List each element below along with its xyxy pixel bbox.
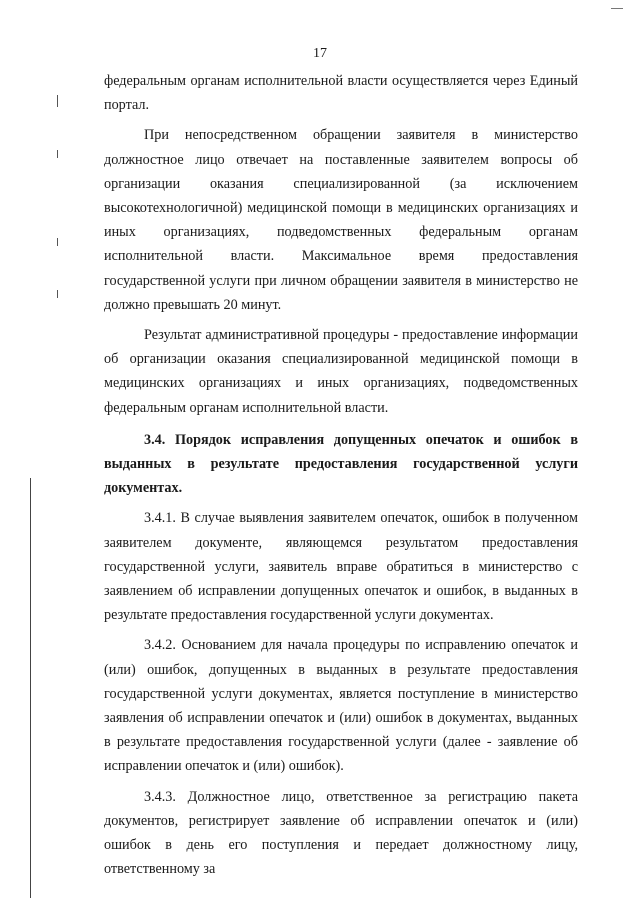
section-heading-3-4: 3.4. Порядок исправления допущенных опечаток и ошибок в выданных в результате предоставления государственной услуги документах. (104, 431, 578, 497)
paragraph-continuation: федеральным органам исполнительной власти осуществляется через Единый портал. (104, 73, 578, 114)
left-margin-tick (57, 238, 58, 246)
left-margin-tick (57, 150, 58, 158)
left-margin-line (30, 478, 31, 898)
left-margin-tick (57, 95, 58, 107)
left-margin-tick (57, 290, 58, 298)
paragraph-3-4-2: 3.4.2. Основанием для начала процедуры по исправлению опечаток и (или) ошибок, допущенных в выданных в результате предоставления государственной услуги документах, является поступление в министерство заявления об исправлении опечаток и (или) ошибок в документах, выданных в результате предоставления государственной услуги (далее - заявление об исправлении опечаток и (или) ошибок). (104, 637, 578, 775)
document-body (104, 69, 578, 882)
corner-mark (611, 8, 623, 9)
paragraph-direct-appeal: При непосредственном обращении заявителя в министерство должностное лицо отвечает на поставленные заявителем вопросы об организации оказания специализированной (за исключением высокотехнологичной) медицинской помощи в медицинских организациях и иных организациях, подведомственных федеральным органам исполнительной власти. Максимальное время предоставления государственной услуги при личном обращении заявителя в министерство не должно превышать 20 минут. (104, 127, 578, 313)
paragraph-3-4-1: 3.4.1. В случае выявления заявителем опечаток, ошибок в полученном заявителем документе, являющемся результатом предоставления государственной услуги, заявитель вправе обратиться в министерство с заявлением об исправлении допущенных опечаток и ошибок, в выданных в результате предоставления государственной услуги документах. (104, 510, 578, 624)
paragraph-3-4-3: 3.4.3. Должностное лицо, ответственное за регистрацию пакета документов, регистрирует заявление об исправлении опечаток и (или) ошибок в день его поступления и передает должностному лицу, ответственному за (104, 788, 578, 878)
paragraph-procedure-result: Результат административной процедуры - предоставление информации об организации оказания специализированной медицинской помощи в медицинских организациях и иных организациях, подведомственных федеральным органам исполнительной власти. (104, 327, 578, 416)
page-number: 17 (313, 46, 327, 61)
